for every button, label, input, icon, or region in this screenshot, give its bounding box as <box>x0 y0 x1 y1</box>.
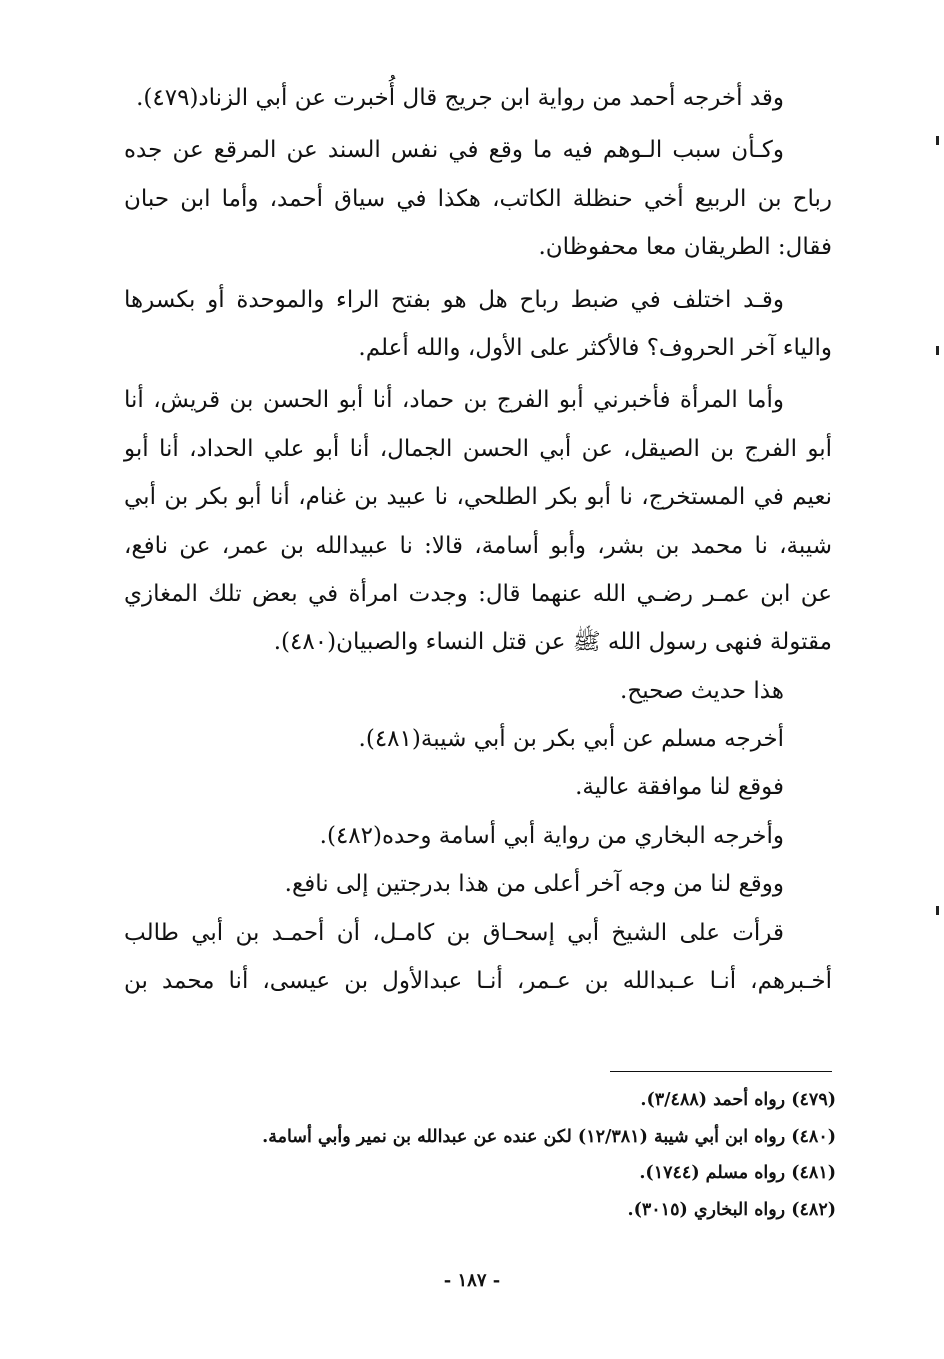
margin-mark <box>936 346 939 355</box>
text-line: أبو الفرج بن الصيقل، عن أبي الحسن الجمال، أنا أبو علي الحداد، أنا أبو <box>124 435 832 462</box>
text-line: وقـد اختلف في ضبط رباح هل هو بفتح الراء والموحدة أو بكسرها <box>124 286 784 313</box>
footnote: (٤٨٠) رواه ابن أبي شيبة (١٢/٣٨١) لكن عنده عن عبدالله بن نمير وأبي أسامة. <box>262 1126 836 1147</box>
page-number: - ١٨٧ - <box>443 1270 501 1291</box>
margin-mark <box>936 136 939 145</box>
text-line: عن ابن عمـر رضـي الله عنهما قال: وجدت امرأة في بعض تلك المغازي <box>124 580 832 607</box>
text-line: نعيم في المستخرج، نا أبو بكر الطلحي، نا عبيد بن غنام، أنا أبو بكر بن أبي <box>124 484 832 511</box>
footnote: (٤٨١) رواه مسلم (١٧٤٤). <box>639 1163 836 1183</box>
text-line: فقال: الطريقان معا محفوظان. <box>538 234 832 261</box>
footnote-separator <box>610 1071 832 1072</box>
text-line: فوقع لنا موافقة عالية. <box>575 774 784 801</box>
text-line: ووقع لنا من وجه آخر أعلى من هذا بدرجتين إلى نافع. <box>284 871 784 898</box>
text-line: وكـأن سبب الـوهم فيه ما وقع في نفس السند عن المرقع عن جده <box>124 137 784 164</box>
text-line: هذا حديث صحيح. <box>620 677 784 704</box>
text-line: شيبة، نا محمد بن بشر، وأبو أسامة، قالا: نا عبيدالله بن عمر، عن نافع، <box>124 532 832 559</box>
text-line: والياء آخر الحروف؟ فالأكثر على الأول، والله أعلم. <box>358 334 832 361</box>
text-line: وأما المرأة فأخبرني أبو الفرج بن حماد، أنا أبو الحسن بن قريش، أنا <box>124 387 784 414</box>
footnote: (٤٧٩) رواه أحمد (٣/٤٨٨). <box>640 1090 836 1110</box>
text-line: وأخرجه البخاري من رواية أبي أسامة وحده(٤٨٢). <box>319 822 784 849</box>
margin-mark <box>936 906 939 915</box>
text-line: قرأت على الشيخ أبي إسحـاق بن كامـل، أن أحمـد بن أبي طالب <box>124 919 784 946</box>
footnotes <box>128 1082 836 1228</box>
footnote: (٤٨٢) رواه البخاري (٣٠١٥). <box>627 1199 836 1220</box>
text-line: وقد أخرجه أحمد من رواية ابن جريج قال أُخبرت عن أبي الزناد(٤٧٩). <box>136 85 784 111</box>
text-line: رباح بن الربيع أخي حنظلة الكاتب، هكذا في سياق أحمد، وأما ابن حبان <box>124 185 832 212</box>
text-line: مقتولة فنهى رسول الله ﷺ عن قتل النساء والصبيان(٤٨٠). <box>273 629 832 656</box>
main-text <box>124 74 832 1005</box>
text-line: أخرجه مسلم عن أبي بكر بن أبي شيبة(٤٨١). <box>358 726 784 753</box>
text-line: أخـبرهم، أنـا عـبدالله بن عـمر، أنـا عبدالأول بن عيسى، أنا محمد بن <box>124 968 832 995</box>
